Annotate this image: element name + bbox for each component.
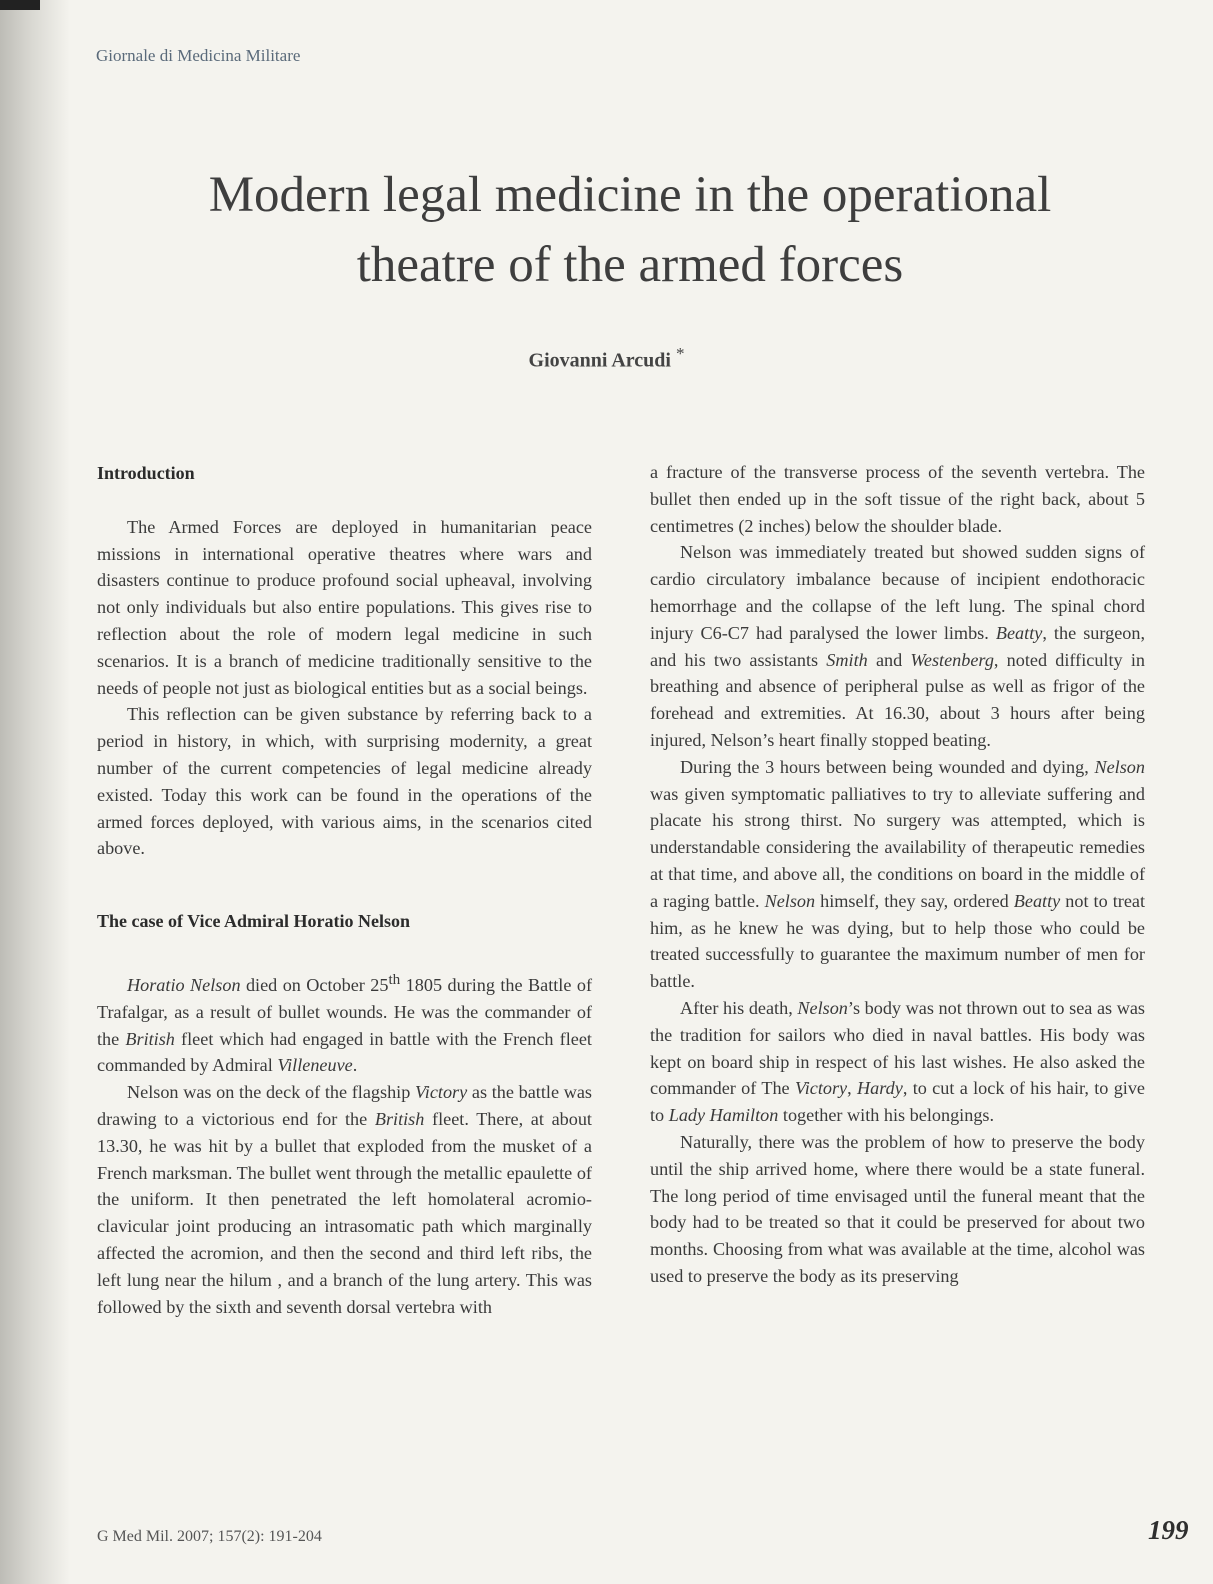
author-footnote-mark: *: [675, 344, 685, 363]
text-run: was given symptomatic palliatives to try to alleviate suffering and placate his strong thirst. No surgery was attempted, which is understandable considering the availability of therapeutic remedies at that time, and above all, the conditions on board in the middle of a raging battle.: [650, 783, 1145, 911]
paragraph: This reflection can be given substance by referring back to a period in history, in which, with surprising modernity, a great number of the current competencies of legal medicine already existed. Today this work can be found in the operations of the armed forces deployed, with various aims, in the scenarios cited above.: [97, 704, 592, 859]
italic-name: Horatio Nelson: [127, 975, 241, 996]
superscript: th: [388, 970, 401, 988]
text-run: and: [867, 649, 911, 670]
paragraph: The Armed Forces are deployed in humanitarian peace missions in international operative theatres where wars and disasters continue to produce profound social upheaval, involving not only individuals but also entire populations. This gives rise to reflection about the role of modern legal medicine in such scenarios. It is a branch of medicine traditionally sensitive to the needs of people not just as biological entities but as a social beings.: [97, 516, 592, 698]
text-run: fleet. There, at about 13.30, he was hit by a bullet that exploded from the musket of a French marksman. The bullet went through the metallic epaulette of the uniform. It then penetrated the left homolateral acromio-clavicular joint producing an intrasomatic path which marginally affected the acromion, and then the second and third left ribs, the left lung near the hilum , and a branch of the lung artery. This was followed by the sixth and seventh dorsal vertebra with: [97, 1109, 592, 1317]
author-name: Giovanni Arcudi: [528, 349, 671, 372]
paragraph: a fracture of the transverse process of the seventh vertebra. The bullet then ended up in the soft tissue of the right back, about 5 centimetres (2 inches) below the shoulder blade.: [650, 462, 1145, 536]
section-heading-nelson-case: The case of Vice Admiral Horatio Nelson: [97, 911, 410, 932]
paragraph: Naturally, there was the problem of how to preserve the body until the ship arrived home, where there would be a state funeral. The long period of time envisaged until the funeral meant that the body had to be treated so that it could be preserved for about two months. Choosing from what was available at the time, alcohol was used to preserve the body as its preserving: [650, 1131, 1145, 1286]
left-column: [97, 460, 592, 1320]
page-number: 199: [1148, 1515, 1189, 1545]
page-gutter-shadow: [0, 0, 70, 1584]
text-run: himself, they say, ordered: [815, 890, 1014, 911]
italic-name: British: [125, 1028, 175, 1049]
italic-name: Nelson: [764, 890, 816, 911]
text-run: , the surgeon, and his two assistants: [650, 622, 1145, 670]
italic-name: Smith: [826, 649, 868, 670]
scan-corner-mark: [0, 0, 40, 10]
italic-name: Beatty: [1013, 890, 1061, 911]
text-run: , noted difficulty in breathing and absence of peripheral pulse as well as frigor of the forehead and extremities. At 16.30, about 3 hours after being injured, Nelson’s heart finally stopped beating.: [650, 649, 1145, 750]
journal-name: Giornale di Medicina Militare: [96, 46, 301, 65]
italic-name: Westenberg: [910, 649, 994, 670]
title-line-2: theatre of the armed forces: [356, 237, 904, 293]
italic-name: Villeneuve: [277, 1055, 353, 1076]
text-run: ’s body was not thrown out to sea as was the tradition for sailors who died in naval battles. His body was kept on board ship in respect of his last wishes. He also asked the commander of The: [650, 997, 1146, 1099]
italic-name: British: [374, 1109, 425, 1129]
title-line-1: Modern legal medicine in the operational: [208, 167, 1052, 223]
text-run: After his death,: [680, 997, 798, 1018]
text-run: Nelson was on the deck of the flagship: [127, 1082, 416, 1103]
italic-name: Nelson: [1094, 756, 1145, 777]
section-heading-introduction: Introduction: [97, 463, 195, 483]
text-run: 1805 during the Battle of Trafalgar, as a result of bullet wounds. He was the commander of the: [97, 975, 593, 1049]
text-run: During the 3 hours between being wounded and dying,: [680, 756, 1095, 777]
article-title: [120, 160, 1140, 300]
text-run: died on October 25: [240, 975, 389, 996]
text-run: , to cut a lock of his hair, to give to: [650, 1078, 1146, 1126]
text-run: not to treat him, as he knew he was dying, but to help those who could be treated successfully to guarantee the maximum number of men for battle.: [650, 890, 1146, 992]
text-run: as the battle was drawing to a victorious end for the: [97, 1082, 593, 1129]
text-run: together with his belongings.: [778, 1105, 995, 1126]
italic-name: Beatty: [995, 622, 1043, 643]
paragraph: [97, 967, 592, 1079]
paragraph: [650, 995, 1145, 1129]
paragraph: [97, 1079, 592, 1320]
italic-name: Nelson: [797, 997, 848, 1018]
text-run: Nelson was immediately treated but showed sudden signs of cardio circulatory imbalance because of incipient endothoracic hemorrhage and the collapse of the left lung. The spinal chord injury C6-C7 had paralysed the lower limbs.: [650, 542, 1145, 643]
italic-name: Victory: [794, 1078, 848, 1099]
right-column: [650, 459, 1145, 1290]
text-run: .: [352, 1055, 358, 1076]
text-run: ,: [847, 1078, 858, 1099]
author-line: [0, 344, 1213, 373]
paragraph: [650, 754, 1145, 995]
italic-name: Hardy: [857, 1078, 903, 1099]
text-run: fleet which had engaged in battle with the French fleet commanded by Admiral: [97, 1028, 592, 1076]
italic-name: Victory: [415, 1082, 468, 1103]
citation-footer: G Med Mil. 2007; 157(2): 191-204: [97, 1528, 322, 1545]
paragraph: [650, 539, 1145, 753]
italic-name: Lady Hamilton: [668, 1105, 779, 1126]
